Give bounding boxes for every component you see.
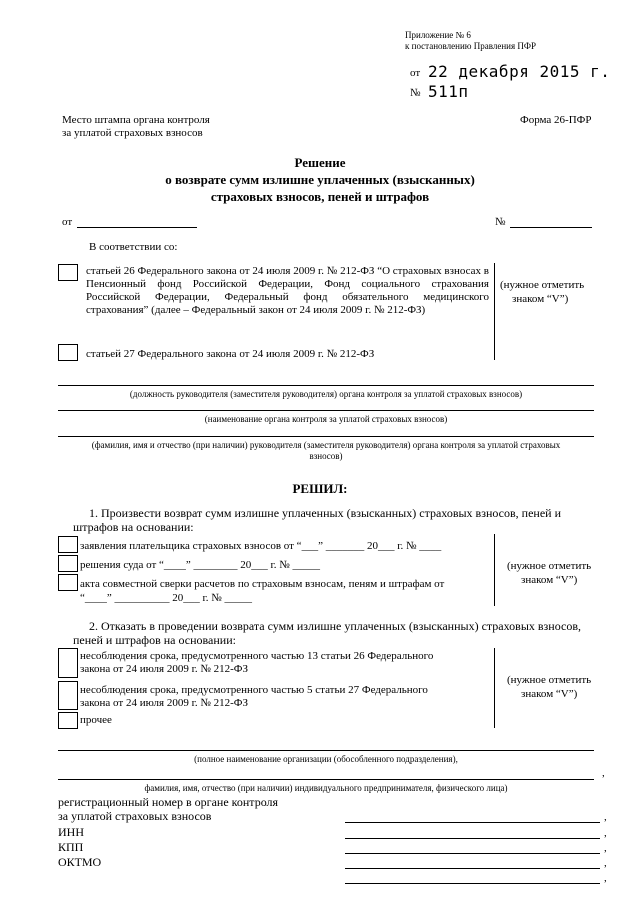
section2-item2-text-line2: закона от 24 июля 2009 г. № 212-ФЗ — [80, 697, 248, 709]
title-line1: Решение — [294, 155, 346, 170]
ip-caption: фамилия, имя, отчество (при наличии) индивидуального предпринимателя, физического лица) — [144, 783, 508, 793]
appendix-number: 511п — [428, 82, 469, 101]
position-field[interactable] — [58, 385, 594, 386]
title-line3: страховых взносов, пеней и штрафов — [210, 189, 430, 204]
ip-comma: , — [602, 767, 605, 779]
section1-note-divider — [494, 534, 495, 606]
article27-checkbox[interactable] — [58, 344, 78, 361]
decided-heading: РЕШИЛ: — [292, 481, 348, 496]
reg-comma: , — [604, 811, 607, 823]
stamp-place-line1: Место штампа органа контроля — [62, 114, 210, 126]
section1-heading-line1: 1. Произвести возврат сумм излишне уплаченных (взысканных) страховых взносов, пеней и — [89, 506, 562, 520]
org-name-field[interactable] — [58, 750, 594, 751]
fio-caption-line2: взносов) — [309, 451, 343, 461]
extra-comma: , — [604, 872, 607, 884]
section2-item1-text-line1: несоблюдения срока, предусмотренного частью 13 статьи 26 Федерального — [80, 650, 434, 662]
reg-label-line2: за уплатой страховых взносов — [58, 809, 212, 823]
appendix-line1: Приложение № 6 — [405, 30, 471, 40]
fio-caption-line1: (фамилия, имя и отчество (при наличии) руководителя (заместителя руководителя) органа контроля за уплатой страховых — [91, 440, 561, 450]
section1-item3-text-line1: акта совместной сверки расчетов по страховым взносам, пеням и штрафам от — [80, 578, 445, 590]
organ-caption: (наименование органа контроля за уплатой страховых взносов) — [204, 414, 448, 424]
laws-note-line1: (нужное отметить — [500, 279, 585, 291]
kpp-label: КПП — [58, 840, 84, 854]
kpp-field[interactable] — [345, 853, 600, 854]
form-code: Форма 26-ПФР — [520, 114, 592, 126]
position-caption: (должность руководителя (заместителя руководителя) органа контроля за уплатой страховых взносов) — [129, 389, 523, 399]
header-num-field[interactable] — [510, 227, 592, 228]
inn-label: ИНН — [58, 825, 84, 839]
section2-note-line2: знаком “V”) — [521, 688, 578, 700]
article26-text: статьей 26 Федерального закона от 24 июля 2009 г. № 212-ФЗ “О страховых взносах в Пенсионный фонд Российской Федерации, Фонд социального страхования Российской Федерации, Федеральный фонд обязательного медицинского страхования” (далее – Федеральный закон от 24 июля 2009 г. № 212-ФЗ) — [86, 265, 489, 316]
oktmo-label: ОКТМО — [58, 855, 102, 869]
section2-item3-checkbox[interactable] — [58, 712, 78, 729]
org-caption: (полное наименование организации (обособленного подразделения), — [194, 754, 458, 764]
section2-note-divider — [494, 648, 495, 728]
kpp-comma: , — [604, 842, 607, 854]
in-accordance-text: В соответствии со: — [89, 241, 178, 253]
section2-item1-text-line2: закона от 24 июля 2009 г. № 212-ФЗ — [80, 663, 248, 675]
section2-heading-line1: 2. Отказать в проведении возврата сумм излишне уплаченных (взысканных) страховых взносов, — [89, 619, 582, 633]
section2-heading-line2: пеней и штрафов на основании: — [73, 633, 236, 647]
extra-field[interactable] — [345, 883, 600, 884]
appendix-line2: к постановлению Правления ПФР — [405, 41, 536, 51]
section1-item2-text: решения суда от “____” ________ 20___ г. № _____ — [80, 559, 321, 571]
article27-text: статьей 27 Федерального закона от 24 июля 2009 г. № 212-ФЗ — [86, 348, 375, 360]
section1-item3-checkbox[interactable] — [58, 574, 78, 591]
section1-heading-line2: штрафов на основании: — [73, 520, 194, 534]
article26-checkbox[interactable] — [58, 264, 78, 281]
oktmo-field[interactable] — [345, 868, 600, 869]
fio-field[interactable] — [58, 436, 594, 437]
appendix-date: 22 декабря 2015 г. — [428, 62, 611, 81]
appendix-num-label: № — [410, 87, 421, 99]
header-num-label: № — [495, 216, 506, 228]
header-from-label: от — [62, 216, 73, 228]
section2-item3-text: прочее — [80, 714, 112, 726]
section2-item2-checkbox[interactable] — [58, 681, 78, 710]
organ-field[interactable] — [58, 410, 594, 411]
section2-note-line1: (нужное отметить — [507, 674, 592, 686]
laws-note-line2: знаком “V”) — [512, 293, 569, 305]
laws-note-divider — [494, 263, 495, 360]
section1-note-line2: знаком “V”) — [521, 574, 578, 586]
section1-item2-checkbox[interactable] — [58, 555, 78, 572]
stamp-place-line2: за уплатой страховых взносов — [62, 127, 203, 139]
inn-comma: , — [604, 827, 607, 839]
appendix-from-label: от — [410, 67, 421, 79]
section1-item1-checkbox[interactable] — [58, 536, 78, 553]
oktmo-comma: , — [604, 857, 607, 869]
section2-item1-checkbox[interactable] — [58, 648, 78, 678]
inn-field[interactable] — [345, 838, 600, 839]
reg-number-field[interactable] — [345, 822, 600, 823]
ip-name-field[interactable] — [58, 779, 594, 780]
section1-item3-text-line2: “____” __________ 20___ г. № _____ — [80, 592, 253, 604]
title-line2: о возврате сумм излишне уплаченных (взысканных) — [165, 172, 475, 187]
reg-label-line1: регистрационный номер в органе контроля — [58, 795, 279, 809]
section1-item1-text: заявления плательщика страховых взносов от “___” _______ 20___ г. № ____ — [80, 540, 442, 552]
section2-item2-text-line1: несоблюдения срока, предусмотренного частью 5 статьи 27 Федерального — [80, 684, 428, 696]
header-from-field[interactable] — [77, 227, 197, 228]
section1-note-line1: (нужное отметить — [507, 560, 592, 572]
